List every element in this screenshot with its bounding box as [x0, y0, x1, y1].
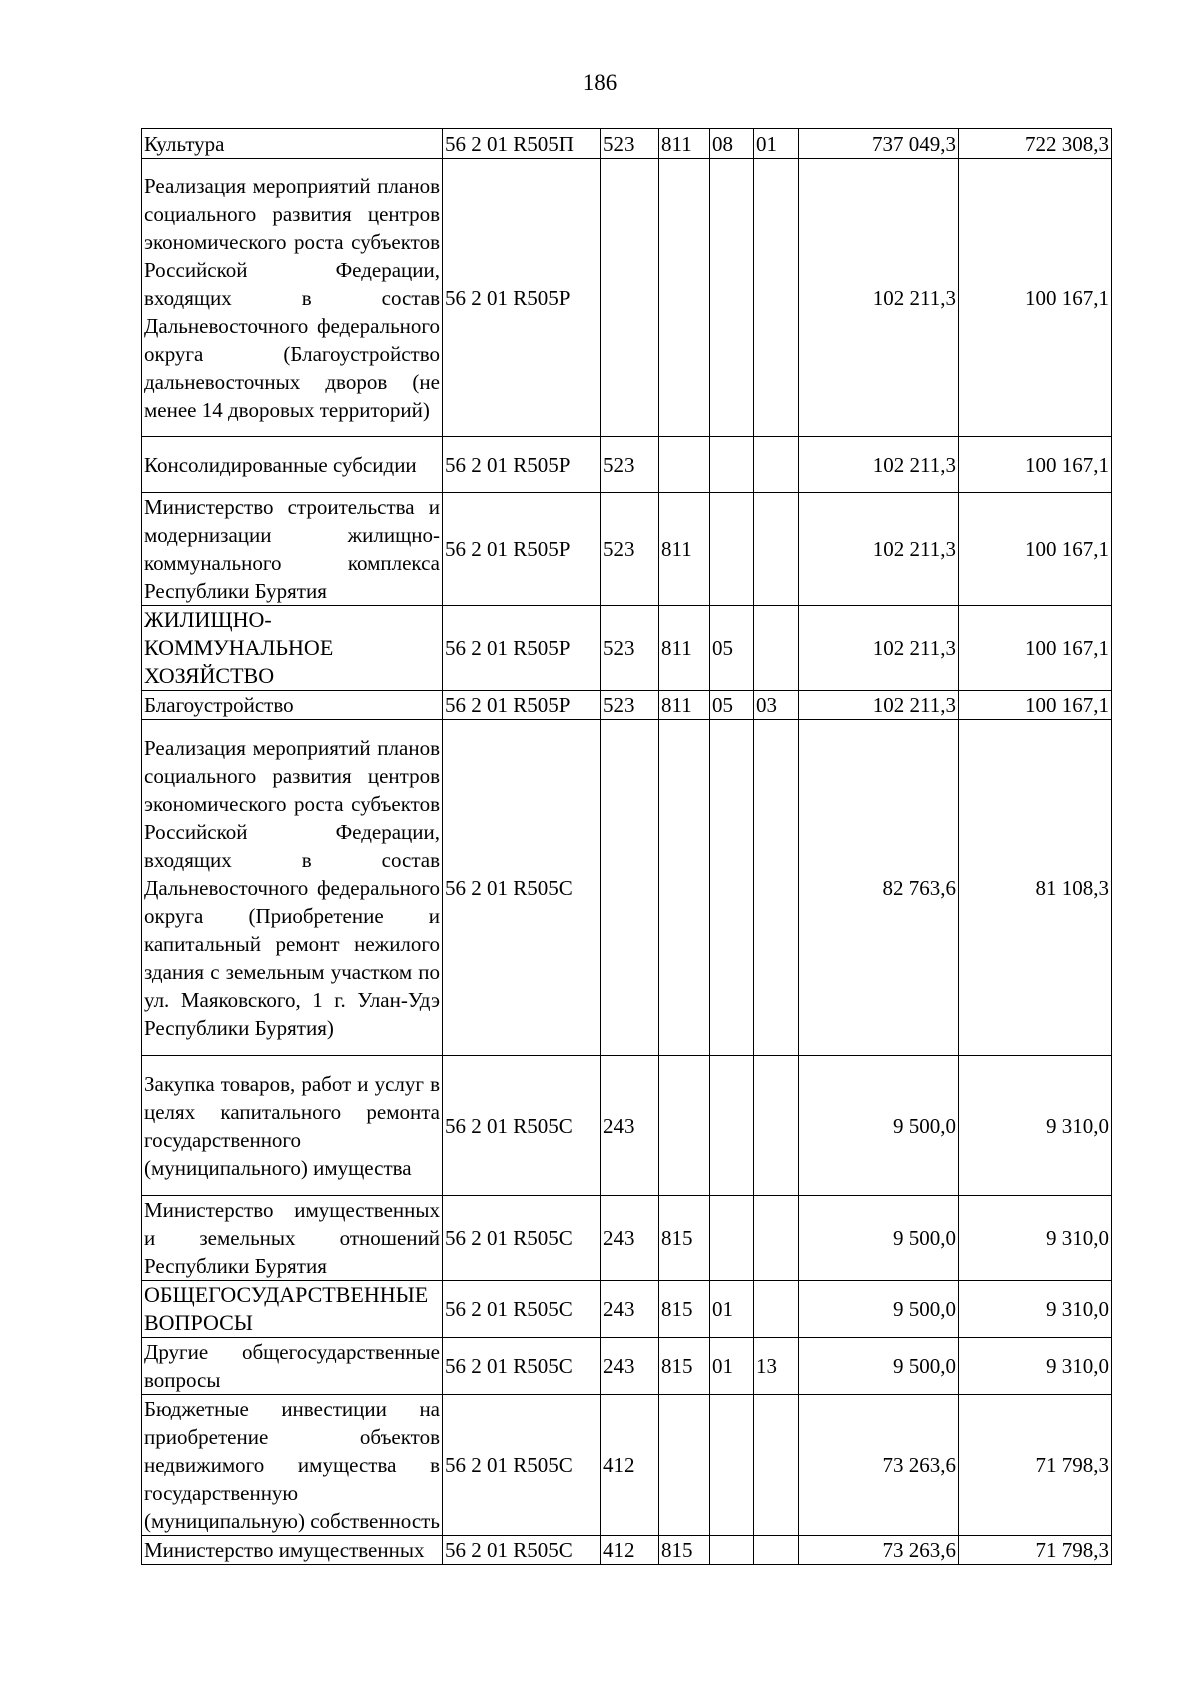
administrator-code: 811 [659, 129, 710, 159]
amount-year-2: 100 167,1 [959, 691, 1112, 720]
amount-year-1: 9 500,0 [799, 1338, 959, 1395]
amount-year-1: 73 263,6 [799, 1395, 959, 1536]
row-name: Министерство строительства и модернизации жилищно-коммунального комплекса Республики Бурятия [142, 493, 443, 606]
target-article-code: 56 2 01 R505П [443, 129, 601, 159]
amount-year-2: 9 310,0 [959, 1281, 1112, 1338]
administrator-code [659, 1395, 710, 1536]
row-name: ЖИЛИЩНО-КОММУНАЛЬНОЕ ХОЗЯЙСТВО [142, 606, 443, 691]
row-name: Другие общегосударственные вопросы [142, 1338, 443, 1395]
row-name: Закупка товаров, работ и услуг в целях капитального ремонта государственного (муниципального) имущества [142, 1056, 443, 1196]
subsection-code [754, 159, 799, 437]
row-name: ОБЩЕГОСУДАРСТВЕННЫЕ ВОПРОСЫ [142, 1281, 443, 1338]
amount-year-1: 102 211,3 [799, 159, 959, 437]
table-row [142, 1281, 1112, 1338]
expense-type-code: 243 [601, 1056, 659, 1196]
subsection-code [754, 1196, 799, 1281]
subsection-code [754, 1536, 799, 1565]
target-article-code: 56 2 01 R505Р [443, 437, 601, 493]
subsection-code [754, 720, 799, 1056]
table-row [142, 1395, 1112, 1536]
amount-year-1: 9 500,0 [799, 1056, 959, 1196]
target-article-code: 56 2 01 R505Р [443, 159, 601, 437]
table-row [142, 1056, 1112, 1196]
administrator-code [659, 720, 710, 1056]
section-code [710, 720, 754, 1056]
table-row [142, 437, 1112, 493]
subsection-code [754, 493, 799, 606]
target-article-code: 56 2 01 R505С [443, 1196, 601, 1281]
target-article-code: 56 2 01 R505Р [443, 606, 601, 691]
section-code: 05 [710, 606, 754, 691]
amount-year-2: 9 310,0 [959, 1196, 1112, 1281]
amount-year-2: 100 167,1 [959, 606, 1112, 691]
subsection-code [754, 437, 799, 493]
expense-type-code: 243 [601, 1338, 659, 1395]
expense-type-code: 412 [601, 1536, 659, 1565]
administrator-code: 815 [659, 1281, 710, 1338]
table-row [142, 493, 1112, 606]
subsection-code [754, 606, 799, 691]
expense-type-code [601, 720, 659, 1056]
expense-type-code: 243 [601, 1196, 659, 1281]
section-code [710, 437, 754, 493]
target-article-code: 56 2 01 R505С [443, 720, 601, 1056]
amount-year-2: 9 310,0 [959, 1056, 1112, 1196]
row-name: Бюджетные инвестиции на приобретение объектов недвижимого имущества в государственную (муниципальную) собственность [142, 1395, 443, 1536]
section-code [710, 159, 754, 437]
target-article-code: 56 2 01 R505С [443, 1338, 601, 1395]
row-name: Реализация мероприятий планов социального развития центров экономического роста субъектов Российской Федерации, входящих в состав Дальневосточного федерального округа (Приобретение и капитальный ремонт нежилого здания с земельным участком по ул. Маяковского, 1 г. Улан-Удэ Республики Бурятия) [142, 720, 443, 1056]
page-number: 186 [582, 70, 618, 95]
administrator-code: 815 [659, 1536, 710, 1565]
amount-year-1: 102 211,3 [799, 691, 959, 720]
section-code [710, 1395, 754, 1536]
table-row [142, 720, 1112, 1056]
budget-table [141, 128, 1112, 1565]
row-name: Министерство имущественных и земельных отношений Республики Бурятия [142, 1196, 443, 1281]
administrator-code: 815 [659, 1196, 710, 1281]
section-code: 08 [710, 129, 754, 159]
row-name: Консолидированные субсидии [142, 437, 443, 493]
subsection-code: 03 [754, 691, 799, 720]
subsection-code [754, 1281, 799, 1338]
amount-year-1: 9 500,0 [799, 1196, 959, 1281]
target-article-code: 56 2 01 R505Р [443, 493, 601, 606]
subsection-code: 13 [754, 1338, 799, 1395]
administrator-code: 815 [659, 1338, 710, 1395]
amount-year-1: 9 500,0 [799, 1281, 959, 1338]
section-code [710, 493, 754, 606]
table-row [142, 1338, 1112, 1395]
row-name: Благоустройство [142, 691, 443, 720]
table-row [142, 159, 1112, 437]
administrator-code: 811 [659, 606, 710, 691]
administrator-code: 811 [659, 493, 710, 606]
target-article-code: 56 2 01 R505Р [443, 691, 601, 720]
section-code [710, 1196, 754, 1281]
expense-type-code: 523 [601, 129, 659, 159]
subsection-code [754, 1395, 799, 1536]
administrator-code: 811 [659, 691, 710, 720]
table-row [142, 691, 1112, 720]
amount-year-2: 81 108,3 [959, 720, 1112, 1056]
administrator-code [659, 159, 710, 437]
row-name: Министерство имущественных [142, 1536, 443, 1565]
table-row [142, 129, 1112, 159]
amount-year-2: 71 798,3 [959, 1536, 1112, 1565]
table-row [142, 1196, 1112, 1281]
section-code [710, 1536, 754, 1565]
section-code: 01 [710, 1338, 754, 1395]
expense-type-code: 523 [601, 691, 659, 720]
subsection-code: 01 [754, 129, 799, 159]
amount-year-2: 71 798,3 [959, 1395, 1112, 1536]
expense-type-code: 523 [601, 493, 659, 606]
expense-type-code [601, 159, 659, 437]
target-article-code: 56 2 01 R505С [443, 1056, 601, 1196]
expense-type-code: 523 [601, 437, 659, 493]
expense-type-code: 243 [601, 1281, 659, 1338]
amount-year-1: 737 049,3 [799, 129, 959, 159]
target-article-code: 56 2 01 R505С [443, 1281, 601, 1338]
target-article-code: 56 2 01 R505С [443, 1536, 601, 1565]
row-name: Реализация мероприятий планов социального развития центров экономического роста субъектов Российской Федерации, входящих в состав Дальневосточного федерального округа (Благоустройство дальневосточных дворов (не менее 14 дворовых территорий) [142, 159, 443, 437]
amount-year-1: 82 763,6 [799, 720, 959, 1056]
administrator-code [659, 437, 710, 493]
expense-type-code: 412 [601, 1395, 659, 1536]
section-code: 05 [710, 691, 754, 720]
amount-year-2: 9 310,0 [959, 1338, 1112, 1395]
amount-year-1: 102 211,3 [799, 493, 959, 606]
amount-year-1: 102 211,3 [799, 606, 959, 691]
amount-year-1: 102 211,3 [799, 437, 959, 493]
expense-type-code: 523 [601, 606, 659, 691]
subsection-code [754, 1056, 799, 1196]
amount-year-2: 100 167,1 [959, 437, 1112, 493]
table-row [142, 1536, 1112, 1565]
section-code: 01 [710, 1281, 754, 1338]
target-article-code: 56 2 01 R505С [443, 1395, 601, 1536]
section-code [710, 1056, 754, 1196]
amount-year-1: 73 263,6 [799, 1536, 959, 1565]
amount-year-2: 100 167,1 [959, 159, 1112, 437]
amount-year-2: 722 308,3 [959, 129, 1112, 159]
amount-year-2: 100 167,1 [959, 493, 1112, 606]
table-row [142, 606, 1112, 691]
administrator-code [659, 1056, 710, 1196]
row-name: Культура [142, 129, 443, 159]
